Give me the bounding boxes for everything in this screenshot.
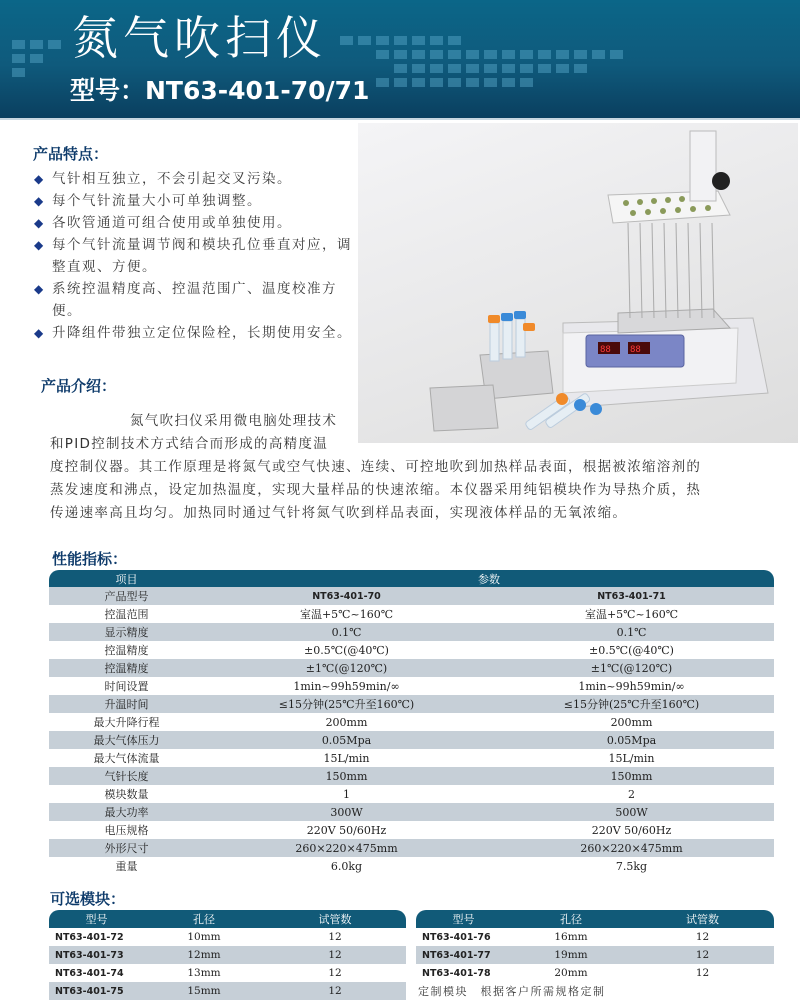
table-row — [49, 587, 774, 605]
modules-title: 可选模块： — [50, 890, 126, 908]
table-cell: 12 — [264, 964, 406, 982]
table-row — [49, 964, 406, 982]
decor-square — [376, 50, 389, 59]
table-cell: 12 — [264, 928, 406, 946]
table-cell: 控温范围 — [49, 605, 204, 623]
decor-square — [448, 78, 461, 87]
feature-item: ◆ 系统控温精度高、控温范围广、温度校准方便。 — [34, 278, 354, 322]
feature-item: ◆ 每个气针流量调节阀和模块孔位垂直对应，调整直观、方便。 — [34, 234, 354, 278]
table-cell: 500W — [489, 803, 774, 821]
features-list — [34, 168, 354, 344]
table-cell: 产品型号 — [49, 587, 204, 605]
table-cell: 气针长度 — [49, 767, 204, 785]
table-cell: 时间设置 — [49, 677, 204, 695]
table-row — [49, 803, 774, 821]
decor-square — [592, 50, 605, 59]
feature-item: ◆ 气针相互独立，不会引起交叉污染。 — [34, 168, 354, 190]
intro-line: 传递速率高且均匀。加热同时通过气针将氮气吹到样品表面，实现液体样品的无氧浓缩。 — [50, 505, 628, 521]
table-cell: 控温精度 — [49, 659, 204, 677]
table-cell: 12 — [631, 964, 774, 982]
decor-square — [502, 50, 515, 59]
diamond-bullet-icon: ◆ — [34, 172, 45, 186]
header-cell: 型号 — [49, 910, 144, 928]
table-cell: 7.5kg — [489, 857, 774, 875]
decor-square — [12, 54, 25, 63]
table-row — [49, 749, 774, 767]
table-cell: 0.1℃ — [204, 623, 489, 641]
table-cell: 模块数量 — [49, 785, 204, 803]
table-cell: 2 — [489, 785, 774, 803]
table-cell: ±0.5℃(@40℃) — [204, 641, 489, 659]
table-cell: 最大气体压力 — [49, 731, 204, 749]
decor-square — [30, 40, 43, 49]
table-cell: 16mm — [511, 928, 631, 946]
decor-square — [556, 64, 569, 73]
table-cell: 最大气体流量 — [49, 749, 204, 767]
decor-square — [538, 64, 551, 73]
table-cell: 12mm — [144, 946, 264, 964]
decor-square — [520, 78, 533, 87]
table-cell: ±0.5℃(@40℃) — [489, 641, 774, 659]
feature-item: ◆ 各吹管通道可组合使用或单独使用。 — [34, 212, 354, 234]
feature-item: ◆ 升降组件带独立定位保险栓，长期使用安全。 — [34, 322, 354, 344]
table-cell: NT63-401-72 — [49, 928, 144, 946]
table-cell: 0.05Mpa — [204, 731, 489, 749]
table-cell: 电压规格 — [49, 821, 204, 839]
decor-square — [448, 36, 461, 45]
table-row — [49, 677, 774, 695]
decor-square — [412, 50, 425, 59]
table-row — [49, 928, 406, 946]
intro-line: 蒸发速度和沸点，设定加热温度，实现大量样品的快速浓缩。本仪器采用纯铝模块作为导热介质，热 — [50, 482, 702, 498]
decor-square — [412, 64, 425, 73]
performance-title: 性能指标： — [52, 550, 128, 568]
table-cell: 200mm — [489, 713, 774, 731]
table-cell: 6.0kg — [204, 857, 489, 875]
diamond-bullet-icon: ◆ — [34, 238, 45, 252]
table-row — [49, 857, 774, 875]
table-cell: NT63-401-77 — [416, 946, 511, 964]
decor-square — [358, 36, 371, 45]
table-cell: 10mm — [144, 928, 264, 946]
feature-item: ◆ 每个气针流量大小可单独调整。 — [34, 190, 354, 212]
table-cell: 15L/min — [489, 749, 774, 767]
table-row — [49, 785, 774, 803]
custom-module-note: 定制模块 根据客户所需规格定制 — [418, 985, 606, 998]
decor-square — [394, 64, 407, 73]
decor-square — [484, 50, 497, 59]
table-row — [49, 982, 406, 1000]
header-cell: 孔径 — [511, 910, 631, 928]
modules-table-right — [416, 910, 774, 982]
table-cell: 13mm — [144, 964, 264, 982]
header-cell: 试管数 — [631, 910, 774, 928]
table-cell: NT63-401-71 — [489, 587, 774, 605]
modules-table-left — [49, 910, 406, 1000]
table-cell: 1min~99h59min/∞ — [204, 677, 489, 695]
features-title: 产品特点： — [33, 145, 109, 163]
table-row — [49, 731, 774, 749]
decor-square — [30, 54, 43, 63]
table-row — [49, 641, 774, 659]
diamond-bullet-icon: ◆ — [34, 326, 45, 340]
table-cell: NT63-401-78 — [416, 964, 511, 982]
table-cell: ≤15分钟(25℃升至160℃) — [204, 695, 489, 713]
table-cell: 300W — [204, 803, 489, 821]
decor-square — [430, 78, 443, 87]
header-cell: 参数 — [204, 570, 774, 587]
table-cell: 15mm — [144, 982, 264, 1000]
decor-square — [574, 64, 587, 73]
table-row — [49, 713, 774, 731]
table-header-row — [49, 910, 406, 928]
nitrogen-evaporator-illustration — [358, 123, 798, 443]
table-row — [49, 695, 774, 713]
table-cell: 12 — [631, 946, 774, 964]
table-cell: 控温精度 — [49, 641, 204, 659]
header-cell: 试管数 — [264, 910, 406, 928]
intro-line: 氮气吹扫仪采用微电脑处理技术 — [130, 413, 338, 429]
decor-square — [448, 64, 461, 73]
decor-square — [376, 36, 389, 45]
table-cell: 150mm — [489, 767, 774, 785]
table-row — [49, 839, 774, 857]
table-cell: 最大升降行程 — [49, 713, 204, 731]
table-cell: 重量 — [49, 857, 204, 875]
table-row — [49, 659, 774, 677]
decor-square — [430, 64, 443, 73]
decor-square — [574, 50, 587, 59]
table-row — [49, 605, 774, 623]
decor-square — [340, 36, 353, 45]
decor-square — [448, 50, 461, 59]
table-cell: 室温+5℃~160℃ — [204, 605, 489, 623]
decor-square — [484, 78, 497, 87]
decor-square — [610, 50, 623, 59]
header-cell: 型号 — [416, 910, 511, 928]
diamond-bullet-icon: ◆ — [34, 282, 45, 296]
intro-line: 度控制仪器。其工作原理是将氮气或空气快速、连续、可控地吹到加热样品表面，根据被浓缩溶剂的 — [50, 459, 702, 475]
table-cell: NT63-401-70 — [204, 587, 489, 605]
table-cell: 20mm — [511, 964, 631, 982]
table-cell: 外形尺寸 — [49, 839, 204, 857]
intro-text — [50, 410, 780, 525]
decor-square — [412, 36, 425, 45]
table-cell: 220V 50/60Hz — [489, 821, 774, 839]
decor-square — [430, 36, 443, 45]
decor-square — [502, 64, 515, 73]
product-photo — [358, 123, 798, 443]
table-cell: 220V 50/60Hz — [204, 821, 489, 839]
model-number: 型号：NT63-401-70/71 — [70, 76, 370, 105]
diamond-bullet-icon: ◆ — [34, 194, 45, 208]
svg-text:88: 88 — [600, 345, 611, 355]
decor-square — [520, 50, 533, 59]
table-header-row — [49, 570, 774, 587]
table-cell: 12 — [631, 928, 774, 946]
table-cell: 150mm — [204, 767, 489, 785]
header-divider — [0, 118, 800, 120]
decor-square — [538, 50, 551, 59]
intro-line: 和PID控制技术方式结合而形成的高精度温 — [50, 436, 329, 452]
decor-square — [394, 50, 407, 59]
decor-square — [412, 78, 425, 87]
table-cell: NT63-401-76 — [416, 928, 511, 946]
header-cell: 项目 — [49, 570, 204, 587]
decor-square — [376, 78, 389, 87]
table-cell: 室温+5℃~160℃ — [489, 605, 774, 623]
table-cell: NT63-401-73 — [49, 946, 144, 964]
table-cell: 260×220×475mm — [204, 839, 489, 857]
table-row — [49, 767, 774, 785]
page-title: 氮气吹扫仪 — [72, 11, 327, 65]
table-cell: 显示精度 — [49, 623, 204, 641]
decor-square — [430, 50, 443, 59]
table-cell: 最大功率 — [49, 803, 204, 821]
table-cell: 1min~99h59min/∞ — [489, 677, 774, 695]
decor-square — [484, 64, 497, 73]
decor-square — [48, 40, 61, 49]
table-cell: 12 — [264, 946, 406, 964]
table-cell: NT63-401-74 — [49, 964, 144, 982]
decor-square — [466, 78, 479, 87]
table-cell: 升温时间 — [49, 695, 204, 713]
table-cell: 260×220×475mm — [489, 839, 774, 857]
intro-title: 产品介绍： — [41, 377, 117, 395]
table-row — [49, 821, 774, 839]
table-row — [416, 964, 774, 982]
table-cell: ±1℃(@120℃) — [204, 659, 489, 677]
table-cell: ±1℃(@120℃) — [489, 659, 774, 677]
decor-square — [394, 78, 407, 87]
table-cell: 0.05Mpa — [489, 731, 774, 749]
decor-square — [556, 50, 569, 59]
table-cell: ≤15分钟(25℃升至160℃) — [489, 695, 774, 713]
decor-square — [12, 68, 25, 77]
table-cell: 19mm — [511, 946, 631, 964]
page-header — [0, 0, 800, 118]
svg-text:88: 88 — [630, 345, 641, 355]
table-row — [416, 928, 774, 946]
performance-table — [49, 570, 774, 875]
decor-square — [466, 50, 479, 59]
table-cell: 0.1℃ — [489, 623, 774, 641]
table-cell: NT63-401-75 — [49, 982, 144, 1000]
decor-square — [502, 78, 515, 87]
table-cell: 15L/min — [204, 749, 489, 767]
table-row — [416, 946, 774, 964]
diamond-bullet-icon: ◆ — [34, 216, 45, 230]
decor-square — [394, 36, 407, 45]
table-cell: 12 — [264, 982, 406, 1000]
table-header-row — [416, 910, 774, 928]
decor-square — [520, 64, 533, 73]
table-cell: 1 — [204, 785, 489, 803]
table-cell: 200mm — [204, 713, 489, 731]
header-cell: 孔径 — [144, 910, 264, 928]
table-row — [49, 946, 406, 964]
table-row — [49, 623, 774, 641]
decor-square — [466, 64, 479, 73]
decor-square — [12, 40, 25, 49]
